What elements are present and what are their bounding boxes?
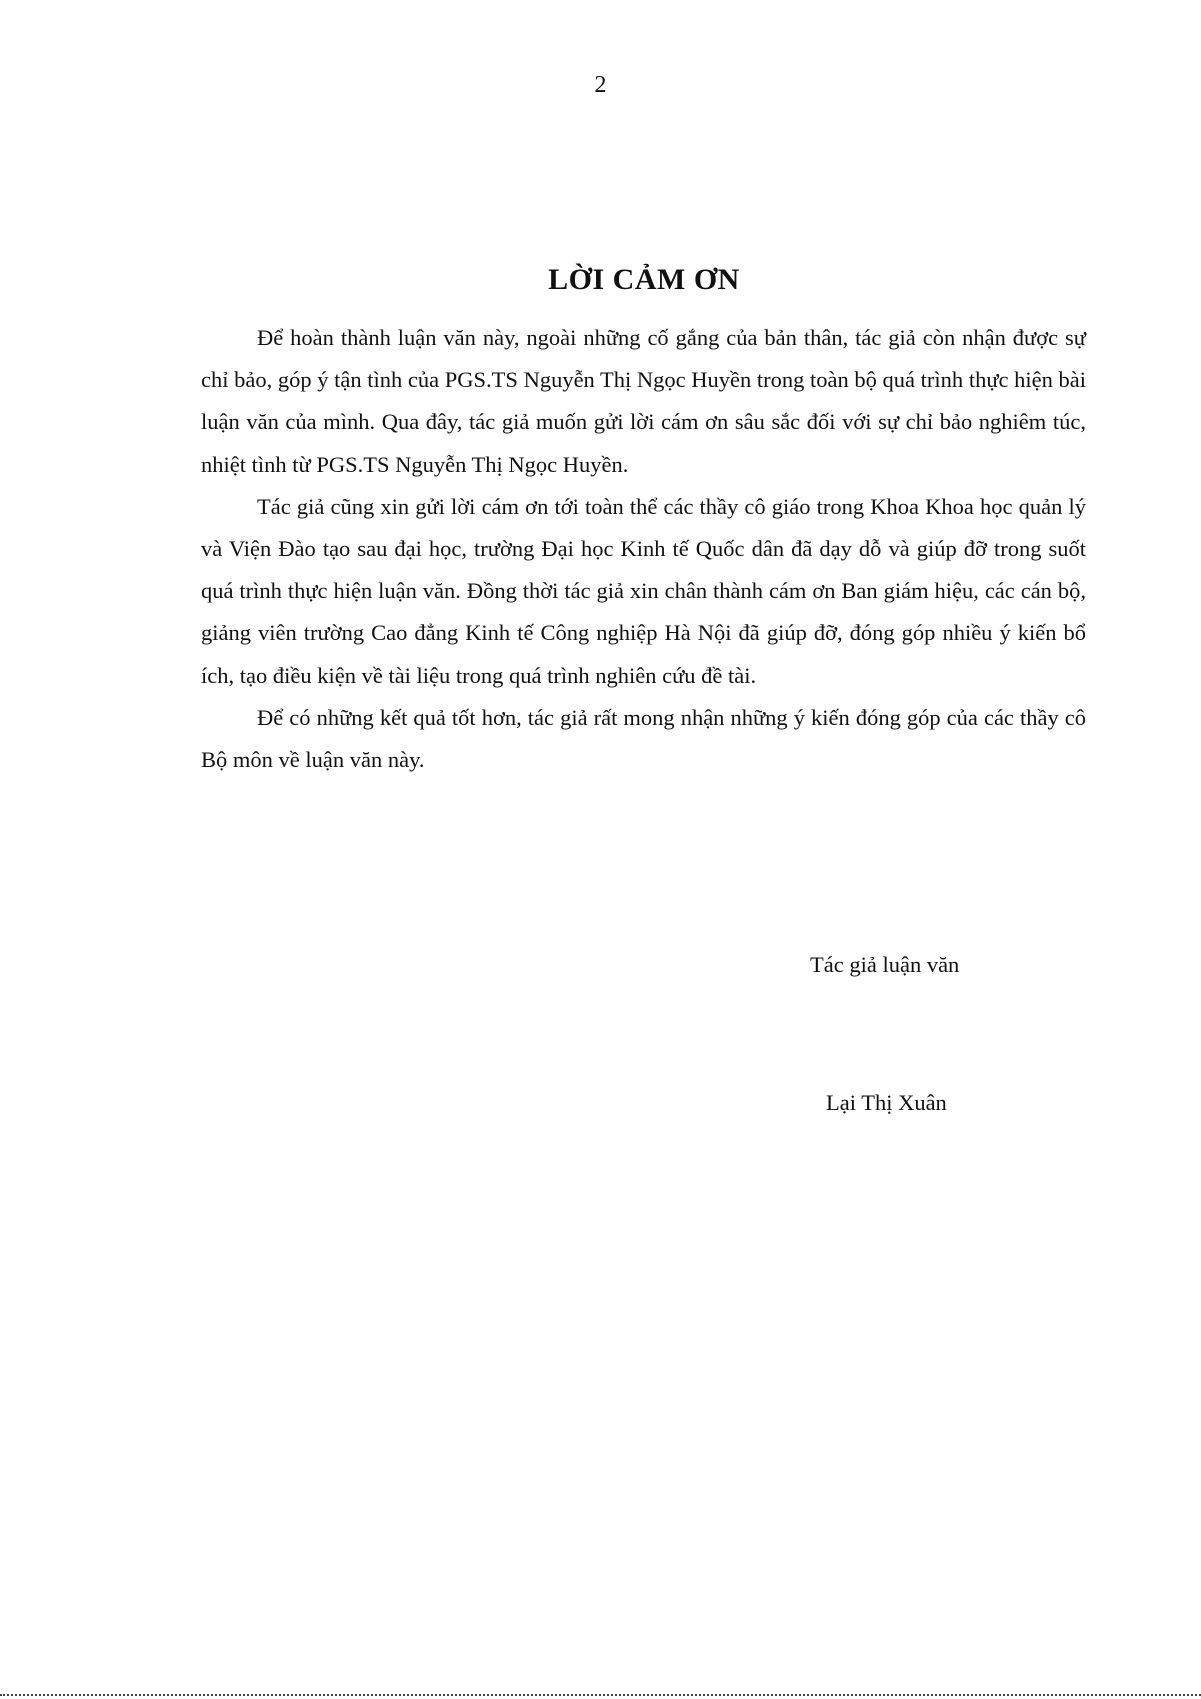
paragraph-2: Tác giả cũng xin gửi lời cám ơn tới toàn thể các thầy cô giáo trong Khoa Khoa học quản lý và Viện Đào tạo sau đại học, trường Đại học Kinh tế Quốc dân đã dạy dỗ và giúp đỡ trong suốt quá trình thực hiện luận văn. Đồng thời tác giả xin chân thành cám ơn Ban giám hiệu, các cán bộ, giảng viên trường Cao đẳng Kinh tế Công nghiệp Hà Nội đã giúp đỡ, đóng góp nhiều ý kiến bổ ích, tạo điều kiện về tài liệu trong quá trình nghiên cứu đề tài.	[201, 493, 1086, 688]
signature-name: Lại Thị Xuân	[826, 1090, 947, 1115]
paragraph-1: Để hoàn thành luận văn này, ngoài những cố gắng của bản thân, tác giả còn nhận được sự chỉ bảo, góp ý tận tình của PGS.TS Nguyễn Thị Ngọc Huyền trong toàn bộ quá trình thực hiện bài luận văn của mình. Qua đây, tác giả muốn gửi lời cám ơn sâu sắc đối với sự chỉ bảo nghiêm túc, nhiệt tình từ PGS.TS Nguyễn Thị Ngọc Huyền.	[201, 325, 1086, 477]
page-number: 2	[594, 72, 607, 98]
signature-role: Tác giả luận văn	[810, 952, 960, 977]
page-title: LỜI CẢM ƠN	[548, 263, 740, 296]
paragraph-3: Để có những kết quả tốt hơn, tác giả rất mong nhận những ý kiến đóng góp của các thầy cô Bộ môn về luận văn này.	[201, 704, 1086, 773]
bottom-rule	[0, 1694, 1201, 1696]
body-text	[201, 317, 1086, 781]
